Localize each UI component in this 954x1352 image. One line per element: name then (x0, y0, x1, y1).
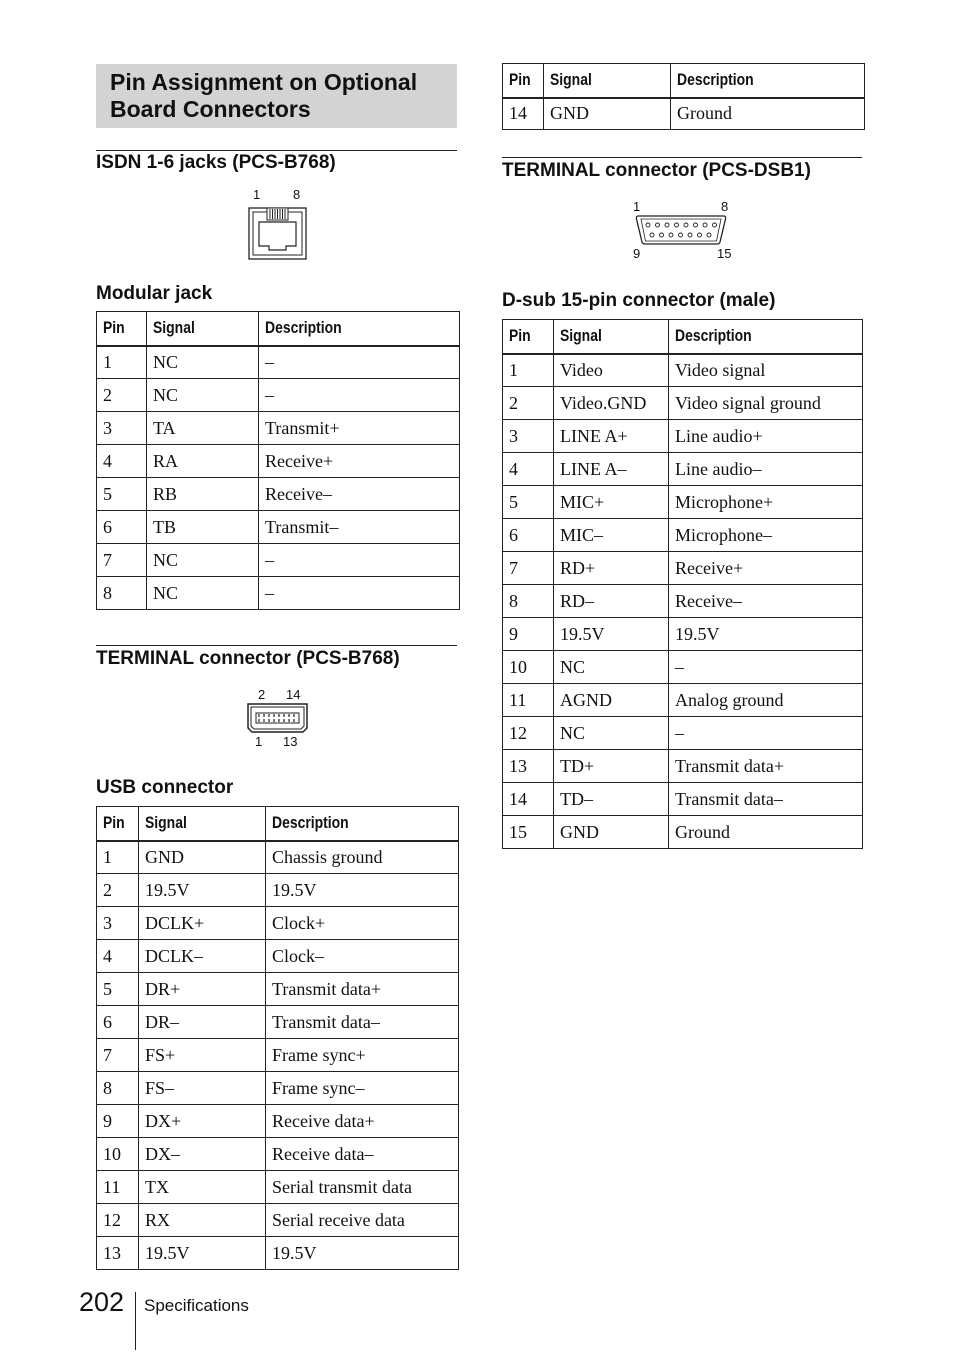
table-row: 5 RB Receive– (97, 478, 460, 511)
column-header: Pin (503, 320, 554, 354)
modular-jack-diagram (240, 186, 320, 262)
section-title: Pin Assignment on Optional Board Connectors (96, 64, 457, 128)
footer-section-label: Specifications (144, 1296, 249, 1315)
modular-jack-icon (240, 186, 320, 262)
table-row: 4 DCLK– Clock– (97, 940, 459, 973)
footer-divider (135, 1292, 136, 1350)
table-row: 8 FS– Frame sync– (97, 1072, 459, 1105)
column-header: Signal (139, 807, 266, 841)
pin-label: 8 (721, 199, 729, 214)
pin-label: 2 (258, 687, 266, 702)
dsub-caption: D-sub 15-pin connector (male) (502, 290, 776, 311)
table-row: 13 TD+ Transmit data+ (503, 750, 863, 783)
table-row: 4 RA Receive+ (97, 445, 460, 478)
table-row: 14 TD– Transmit data– (503, 783, 863, 816)
usb-connector-icon (240, 686, 320, 750)
heading-rule (502, 157, 862, 158)
table-row: 2 NC – (97, 379, 460, 412)
table-row: 1 GND Chassis ground (97, 841, 459, 874)
column-header: Signal (544, 64, 671, 98)
table-row: 6 MIC– Microphone– (503, 519, 863, 552)
usb-heading: TERMINAL connector (PCS-B768) (96, 648, 400, 669)
usb-pin-table (96, 806, 459, 1270)
column-header: Pin (97, 312, 147, 346)
column-header: Pin (503, 64, 544, 98)
table-row: 7 FS+ Frame sync+ (97, 1039, 459, 1072)
page-number: 202 (79, 1287, 125, 1317)
heading-rule (96, 645, 457, 646)
isdn-pin-table (96, 311, 460, 610)
table-row: 2 19.5V 19.5V (97, 874, 459, 907)
table-row: 6 TB Transmit– (97, 511, 460, 544)
table-row: 13 19.5V 19.5V (97, 1237, 459, 1270)
isdn-caption: Modular jack (96, 283, 213, 304)
table-row: 7 NC – (97, 544, 460, 577)
dsub-connector-icon (626, 198, 736, 262)
heading-rule (96, 150, 457, 151)
table-row: 11 TX Serial transmit data (97, 1171, 459, 1204)
table-row: 10 NC – (503, 651, 863, 684)
pin-label: 1 (633, 199, 641, 214)
pin-label: 14 (286, 687, 301, 702)
table-row: 11 AGND Analog ground (503, 684, 863, 717)
table-row: 12 RX Serial receive data (97, 1204, 459, 1237)
usb-connector-diagram (240, 686, 320, 750)
dsub-connector-diagram (626, 198, 736, 262)
table-row: 15 GND Ground (503, 816, 863, 849)
table-row: 10 DX– Receive data– (97, 1138, 459, 1171)
table-row: 7 RD+ Receive+ (503, 552, 863, 585)
column-header: Description (669, 320, 863, 354)
table-row: 1 Video Video signal (503, 354, 863, 387)
isdn-heading: ISDN 1-6 jacks (PCS-B768) (96, 152, 336, 173)
table-row: 8 RD– Receive– (503, 585, 863, 618)
table-row: 6 DR– Transmit data– (97, 1006, 459, 1039)
usb-pin-table-continued (502, 63, 865, 130)
table-row: 12 NC – (503, 717, 863, 750)
pin-label: 15 (717, 246, 732, 261)
column-header: Description (671, 64, 865, 98)
usb-caption: USB connector (96, 777, 234, 798)
table-row: 4 LINE A– Line audio– (503, 453, 863, 486)
table-row: 3 DCLK+ Clock+ (97, 907, 459, 940)
column-header: Pin (97, 807, 139, 841)
column-header: Signal (554, 320, 669, 354)
dsub-heading: TERMINAL connector (PCS-DSB1) (502, 160, 811, 181)
table-row: 8 NC – (97, 577, 460, 610)
table-row: 3 LINE A+ Line audio+ (503, 420, 863, 453)
table-row: 2 Video.GND Video signal ground (503, 387, 863, 420)
pin-label: 13 (283, 734, 298, 749)
table-row: 5 MIC+ Microphone+ (503, 486, 863, 519)
table-row: 3 TA Transmit+ (97, 412, 460, 445)
column-header: Signal (147, 312, 259, 346)
dsub-pin-table (502, 319, 863, 849)
table-row: 9 DX+ Receive data+ (97, 1105, 459, 1138)
table-row: 9 19.5V 19.5V (503, 618, 863, 651)
pin-label: 1 (255, 734, 263, 749)
table-row: 14 GND Ground (503, 98, 865, 130)
pin-label: 9 (633, 246, 641, 261)
table-row: 1 NC – (97, 346, 460, 379)
pin-label: 1 (253, 187, 261, 202)
column-header: Description (259, 312, 460, 346)
pin-label: 8 (293, 187, 301, 202)
column-header: Description (266, 807, 459, 841)
table-row: 5 DR+ Transmit data+ (97, 973, 459, 1006)
